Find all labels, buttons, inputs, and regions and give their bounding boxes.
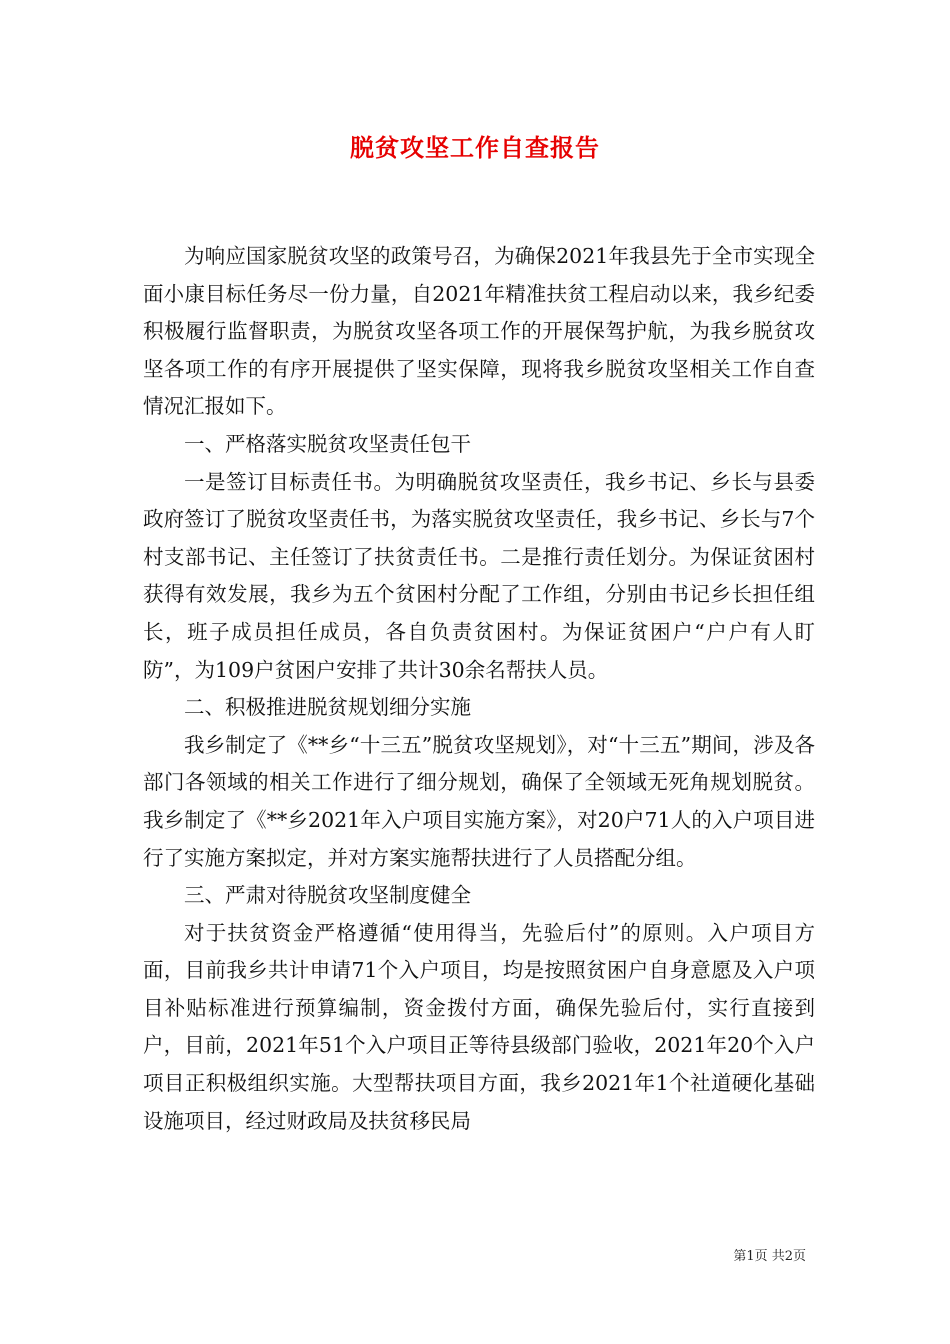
body-paragraph-3: 对于扶贫资金严格遵循“使用得当，先验后付”的原则。入户项目方面，目前我乡共计申请71个入户项目，均是按照贫困户自身意愿及入户项目补贴标准进行预算编制，资金拨付方面，确保先验后付，实行直接到户，目前，2021年51个入户项目正等待县级部门验收，2021年20个入户项目正积极组织实施。大型帮扶项目方面，我乡2021年1个社道硬化基础设施项目，经过财政局及扶贫移民局 [143,920,815,1133]
section-heading-2: 二、积极推进脱贫规划细分实施 [184,695,471,720]
body-paragraph-1: 一是签订目标责任书。为明确脱贫攻坚责任，我乡书记、乡长与县委政府签订了脱贫攻坚责任书，为落实脱贫攻坚责任，我乡书记、乡长与7个村支部书记、主任签订了扶贫责任书。二是推行责任划分。为保证贫困村获得有效发展，我乡为五个贫困村分配了工作组，分别由书记乡长担任组长，班子成员担任成员，各自负责贫困村。为保证贫困户“户户有人盯防”，为109户贫困户安排了共计30余名帮扶人员。 [143,469,815,682]
section-heading-3: 三、严肃对待脱贫攻坚制度健全 [184,883,471,908]
intro-paragraph: 为响应国家脱贫攻坚的政策号召，为确保2021年我县先于全市实现全面小康目标任务尽一份力量，自2021年精准扶贫工程启动以来，我乡纪委积极履行监督职责，为脱贫攻坚各项工作的开展保驾护航，为我乡脱贫攻坚各项工作的有序开展提供了坚实保障，现将我乡脱贫攻坚相关工作自查情况汇报如下。 [143,244,815,419]
page-number: 第1页 共2页 [733,1249,806,1264]
document-title: 脱贫攻坚工作自查报告 [350,133,600,162]
document-body [143,238,815,1140]
body-paragraph-2: 我乡制定了《**乡“十三五”脱贫攻坚规划》，对“十三五”期间，涉及各部门各领域的相关工作进行了细分规划，确保了全领域无死角规划脱贫。我乡制定了《**乡2021年入户项目实施方案》，对20户71人的入户项目进行了实施方案拟定，并对方案实施帮扶进行了人员搭配分组。 [143,732,815,870]
section-heading-1: 一、严格落实脱贫攻坚责任包干 [184,431,471,456]
